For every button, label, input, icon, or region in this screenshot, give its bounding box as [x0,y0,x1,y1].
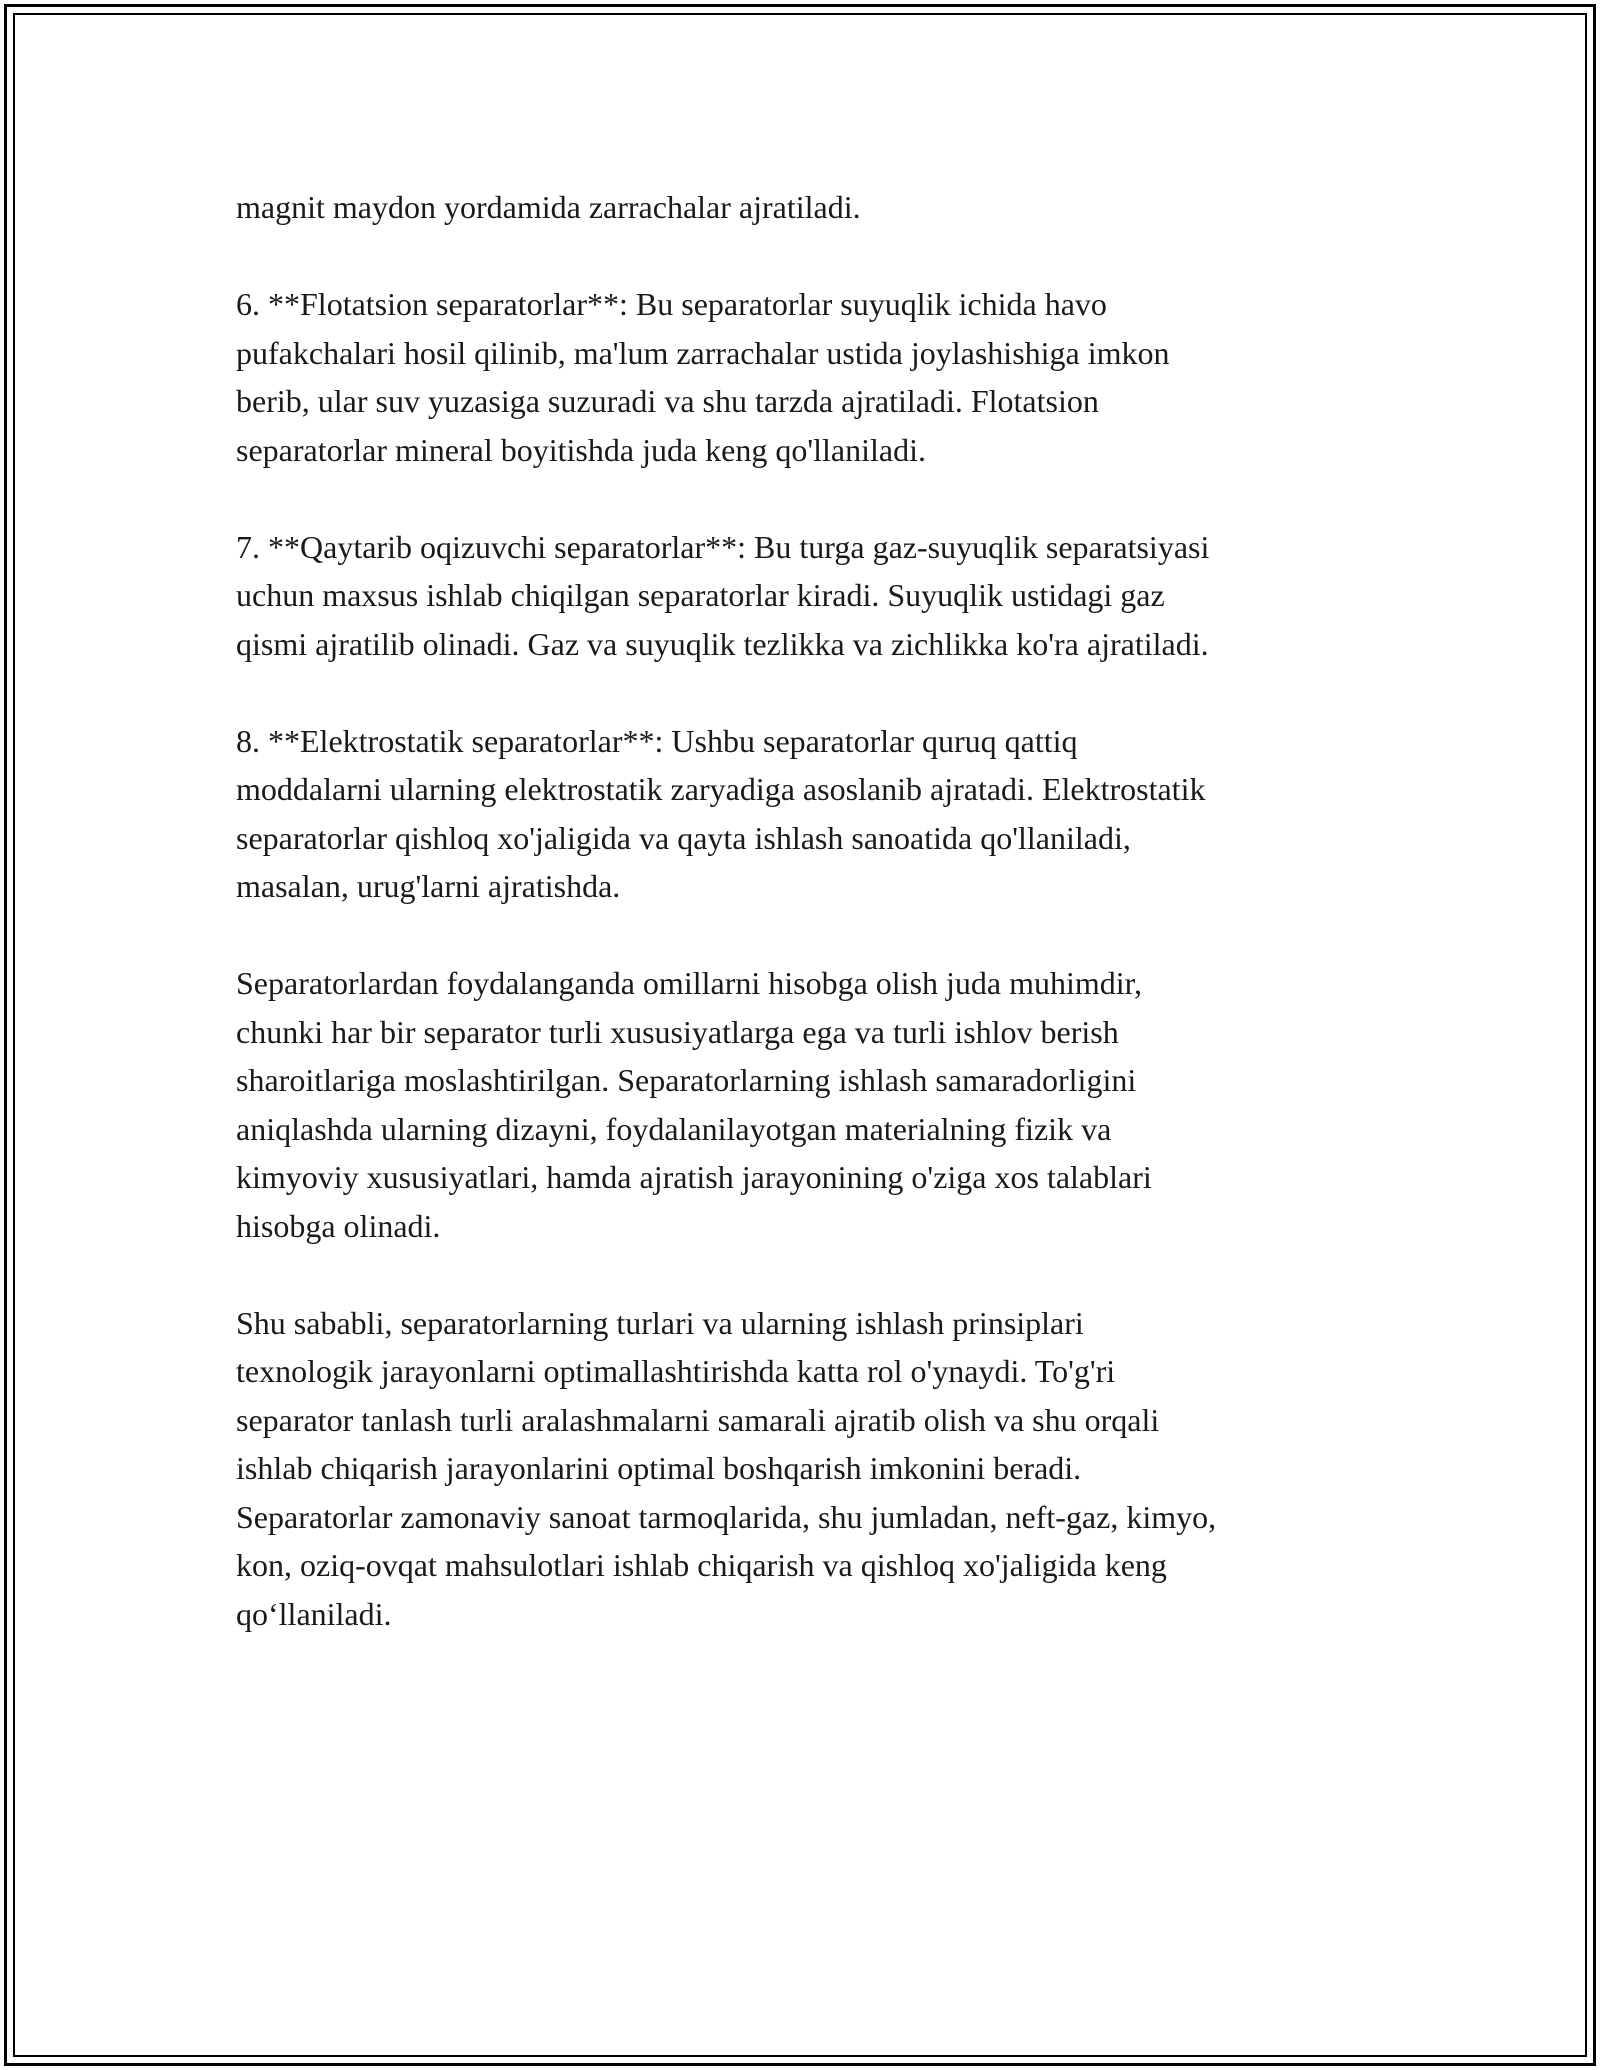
paragraph-flotatsion-separatorlar: 6. **Flotatsion separatorlar**: Bu separatorlar suyuqlik ichida havo pufakchalari hosil qilinib, ma'lum zarrachalar ustida joylashishiga imkon berib, ular suv yuzasiga suzuradi va shu tarzda ajratiladi. Flotatsion separatorlar mineral boyitishda juda keng qo'llaniladi. [236,286,1170,468]
paragraph-foydalanish-omillari: Separatorlardan foydalanganda omillarni hisobga olish juda muhimdir, chunki har bir separator turli xususiyatlarga ega va turli ishlov berish sharoitlariga moslashtirilgan. Separatorlarning ishlash samaradorligini aniqlashda ularning dizayni, foydalanilayotgan materialning fizik va kimyoviy xususiyatlari, hamda ajratish jarayonining o'ziga xos talablari hisobga olinadi. [236,965,1152,1244]
paragraph-magnit-continuation: magnit maydon yordamida zarrachalar ajratiladi. [236,189,861,225]
paragraph-xulosa: Shu sababli, separatorlarning turlari va ularning ishlash prinsiplari texnologik jarayonlarni optimallashtirishda katta rol o'ynaydi. To'g'ri separator tanlash turli aralashmalarni samarali ajratib olish va shu orqali ishlab chiqarish jarayonlarini optimal boshqarish imkonini beradi. Separatorlar zamonaviy sanoat tarmoqlarida, shu jumladan, neft-gaz, kimyo, kon, oziq-ovqat mahsulotlari ishlab chiqarish va qishloq xo'jaligida keng qo‘llaniladi. [236,1304,1217,1632]
paragraph-elektrostatik-separatorlar: 8. **Elektrostatik separatorlar**: Ushbu separatorlar quruq qattiq moddalarni ularning elektrostatik zaryadiga asoslanib ajratadi. Elektrostatik separatorlar qishloq xo'jaligida va qayta ishlash sanoatida qo'llaniladi, masalan, urug'larni ajratishda. [236,722,1206,904]
document-body [236,183,1366,1687]
paragraph-qaytarib-oqizuvchi-separatorlar: 7. **Qaytarib oqizuvchi separatorlar**: Bu turga gaz-suyuqlik separatsiyasi uchun maxsus ishlab chiqilgan separatorlar kiradi. Suyuqlik ustidagi gaz qismi ajratilib olinadi. Gaz va suyuqlik tezlikka va zichlikka ko'ra ajratiladi. [236,528,1210,662]
